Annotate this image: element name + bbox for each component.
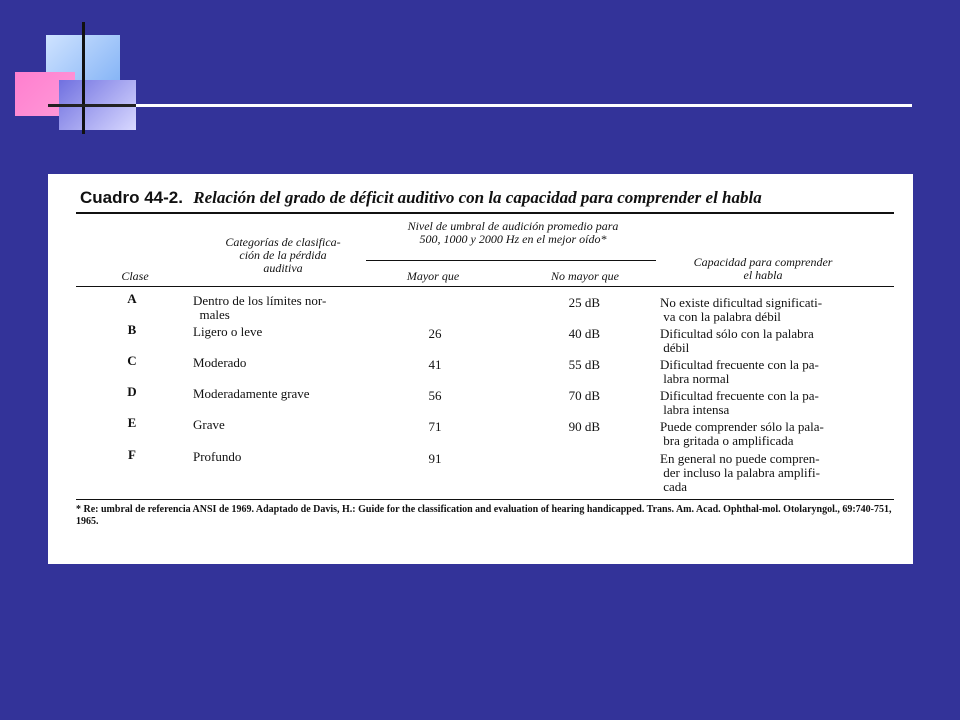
cell-mayor: 91	[428, 451, 442, 466]
header-categorias: Categorías de clasifica- ción de la pérdida auditiva	[225, 235, 341, 275]
cell-mayor: 41	[428, 357, 442, 372]
cell-categoria: Moderado	[193, 355, 247, 370]
cell-capacidad: Dificultad sólo con la palabra débil	[660, 326, 814, 355]
cell-capacidad: Puede comprender sólo la pala- bra gritada o amplificada	[660, 419, 824, 448]
title-rule	[136, 104, 912, 107]
table-footnote: * Re: umbral de referencia ANSI de 1969. Adaptado de Davis, H.: Guide for the classification and evaluation of hearing handicapped. Trans. Am. Acad. Ophthal-mol. Otolaryngol., 69:740-751, 1965.	[76, 504, 892, 527]
header-capacidad: Capacidad para comprender el habla	[693, 255, 833, 282]
cell-capacidad: Dificultad frecuente con la pa- labra normal	[660, 357, 819, 386]
top-rule	[76, 212, 894, 214]
table-title-text: Relación del grado de déficit auditivo con la capacidad para comprender el habla	[193, 188, 762, 207]
decor-dark-line	[48, 104, 138, 107]
cell-no-mayor: 90 dB	[568, 419, 600, 434]
cell-mayor: 71	[428, 419, 442, 434]
cell-clase: F	[128, 447, 136, 462]
cell-no-mayor: 70 dB	[568, 388, 600, 403]
cell-no-mayor: 40 dB	[568, 326, 600, 341]
cell-clase: D	[127, 384, 137, 399]
table-title-label: Cuadro 44-2.	[80, 188, 183, 207]
bottom-rule	[76, 499, 894, 500]
header-nivel: Nivel de umbral de audición promedio para 500, 1000 y 2000 Hz en el mejor oído*	[407, 219, 619, 246]
cell-categoria: Profundo	[193, 449, 242, 464]
nivel-rule	[366, 260, 656, 261]
decor-vertical-line	[82, 22, 85, 134]
table-image-panel	[48, 174, 913, 564]
cell-categoria: Grave	[193, 417, 225, 432]
cell-categoria: Ligero o leve	[193, 324, 263, 339]
header-no-mayor: No mayor que	[551, 269, 619, 283]
cell-categoria: Dentro de los límites nor- males	[193, 293, 327, 322]
table-title	[80, 188, 762, 208]
cell-capacidad: Dificultad frecuente con la pa- labra intensa	[660, 388, 819, 417]
cell-clase: B	[127, 322, 137, 337]
cell-clase: E	[127, 415, 137, 430]
cell-capacidad: No existe dificultad significati- va con la palabra débil	[660, 295, 823, 324]
cell-mayor: 56	[428, 388, 442, 403]
cell-categoria: Moderadamente grave	[193, 386, 310, 401]
header-mayor: Mayor que	[406, 269, 460, 283]
cell-clase: C	[127, 353, 137, 368]
cell-no-mayor: 25 dB	[568, 295, 600, 310]
cell-capacidad: En general no puede compren- der incluso la palabra amplifi- cada	[660, 451, 820, 494]
cell-mayor: 26	[428, 326, 442, 341]
cell-clase: A	[127, 291, 137, 306]
header-clase: Clase	[121, 269, 149, 283]
header-rule	[76, 286, 894, 287]
cell-no-mayor: 55 dB	[568, 357, 600, 372]
